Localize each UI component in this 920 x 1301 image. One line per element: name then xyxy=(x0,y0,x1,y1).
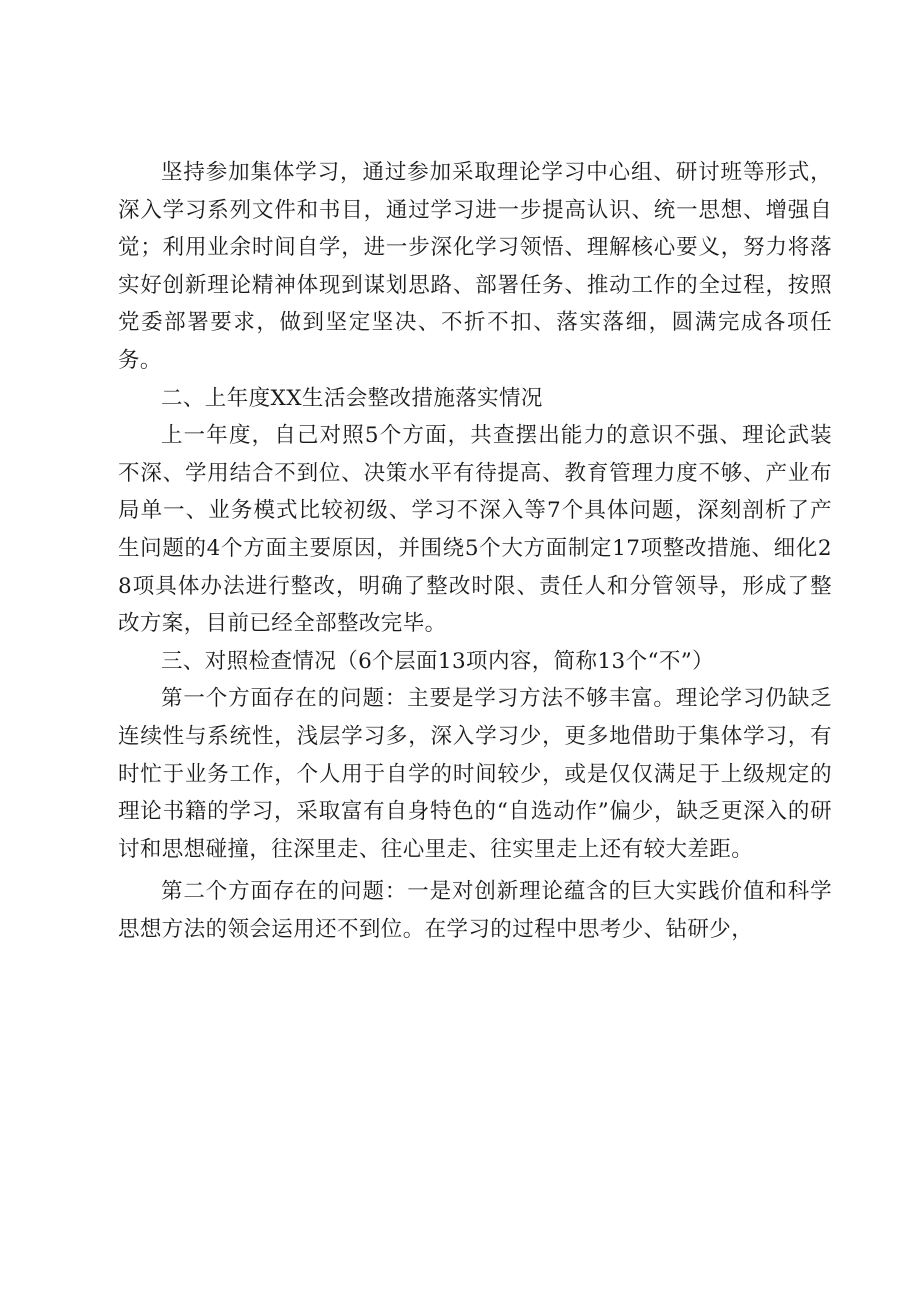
paragraph-study-practice: 坚持参加集体学习，通过参加采取理论学习中心组、研讨班等形式，深入学习系列文件和书目，通过学习进一步提高认识、统一思想、增强自觉；利用业余时间自学，进一步深化学习领悟、理解核心要义，努力将落实好创新理论精神体现到谋划思路、部署任务、推动工作的全过程，按照党委部署要求，做到坚定坚决、不折不扣、落实落细，圆满完成各项任务。 xyxy=(118,160,832,373)
paragraph-second-aspect-issues: 第二个方面存在的问题：一是对创新理论蕴含的巨大实践价值和科学思想方法的领会运用还不到位。在学习的过程中思考少、钻研少， xyxy=(118,879,832,942)
paragraph-rectification-details: 上一年度，自己对照5个方面，共查摆出能力的意识不强、理论武装不深、学用结合不到位、决策水平有待提高、教育管理力度不够、产业布局单一、业务模式比较初级、学习不深入等7个具体问题，深刻剖析了产生问题的4个方面主要原因，并围绕5个大方面制定17项整改措施、细化28项具体办法进行整改，明确了整改时限、责任人和分管领导，形成了整改方案，目前已经全部整改完毕。 xyxy=(118,423,832,637)
document-page xyxy=(118,154,832,948)
paragraph-first-aspect-issues: 第一个方面存在的问题：主要是学习方法不够丰富。理论学习仍缺乏连续性与系统性，浅层学习多，深入学习少，更多地借助于集体学习，有时忙于业务工作，个人用于自学的时间较少，或是仅仅满足于上级规定的理论书籍的学习，采取富有自身特色的“自选动作”偏少，缺乏更深入的研讨和思想碰撞，往深里走、往心里走、往实里走上还有较大差距。 xyxy=(118,686,832,862)
section-heading-rectification: 二、上年度XX生活会整改措施落实情况 xyxy=(161,385,543,411)
section-heading-self-check: 三、对照检查情况（6个层面13项内容，简称13个“不”） xyxy=(161,648,715,674)
